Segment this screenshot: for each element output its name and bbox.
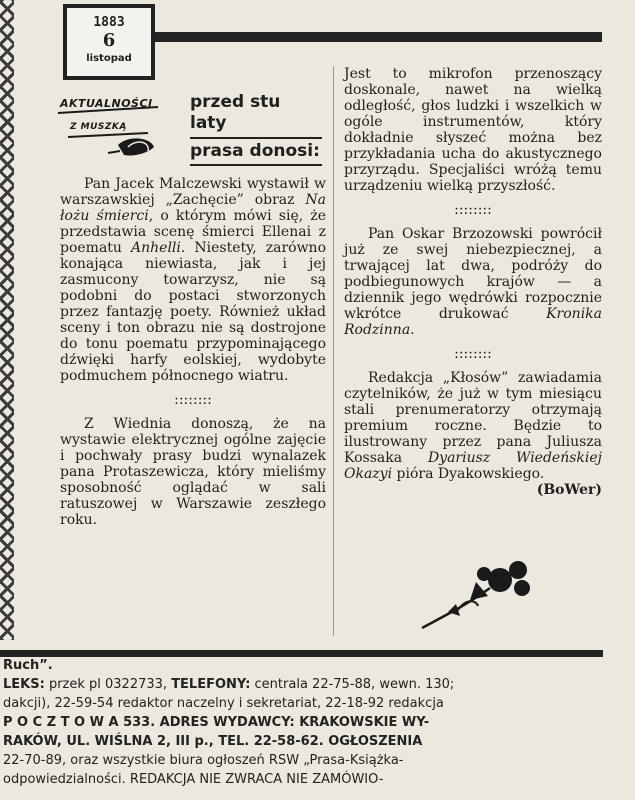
article-brzozowski: Pan Oskar Brzozowski powrócił już ze swej niebezpiecznej, a trwającej lat dwa, podróży do podbiegunowych krajów — a dziennik jego wędrówki rozpocznie wkrótce drukować Kronika Rodzinna.	[344, 226, 602, 338]
header-divider	[190, 137, 322, 139]
footer-line: P O C Z T O W A 533. ADRES WYDAWCY: KRAKOWSKIE WY-	[3, 715, 430, 730]
footer-line: LEKS: przek pl 0322733, TELEFONY: centrala 22-75-88, wewn. 130;	[3, 677, 455, 692]
date-year: 1883	[93, 15, 125, 30]
header-line-1: przed stu laty	[190, 92, 281, 134]
footer-line: RAKÓW, UL. WIŚLNA 2, III p., TEL. 22-58-62. OGŁOSZENIA	[3, 734, 423, 749]
author-signature: (BoWer)	[536, 482, 602, 498]
header-line-2: prasa donosi:	[190, 140, 320, 161]
article-wieden: Z Wiednia donoszą, że na wystawie elektrycznej ogólne zajęcie i pochwały prasy budzi wynalazek pana Protaszewicza, który mieliśmy sposobność oglądać w sali ratuszowej w Warszawie zeszłego roku.	[60, 416, 326, 528]
date-month: listopad	[86, 53, 132, 64]
article-mikrofon: Jest to mikrofon przenoszący doskonale, nawet na wielką odległość, głos ludzki i wszelkich w ogóle instrumentów, który dokładnie słyszeć można bez przykładania ucha do akustycznego przyrządu. Specjaliści wróżą temu urządzeniu wielką przyszłość.	[344, 66, 602, 194]
column-logo	[58, 95, 163, 167]
left-column	[60, 176, 326, 528]
separator: ::::::::	[454, 202, 492, 218]
separator: ::::::::	[454, 346, 492, 362]
header-divider	[190, 164, 322, 166]
footer-line: dakcji), 22-59-54 redaktor naczelny i sekretariat, 22-18-92 redakcja	[3, 696, 444, 711]
article-klosy: Redakcja „Kłosów” zawiadamia czytelników, że już w tym miesiącu stali prenumeratorzy otrzymają premium roczne. Będzie to ilustrowany przez pana Juliusza Kossaka Dyariusz Wiedeńskiej Okazyi pióra Dyakowskiego.	[344, 370, 602, 482]
right-column	[344, 66, 602, 498]
footer-line: odpowiedzialności. REDAKCJA NIE ZWRACA NIE ZAMÓWIO-	[3, 772, 384, 787]
decorative-border	[0, 0, 14, 640]
flower-ornament-icon	[418, 552, 540, 632]
date-box	[63, 4, 155, 80]
imprint-footer	[0, 656, 635, 789]
top-rule	[150, 32, 602, 42]
footer-line: 22-70-89, oraz wszystkie biura ogłoszeń RSW „Prasa-Książka-	[3, 753, 404, 768]
date-day: 6	[102, 30, 116, 51]
logo-text-1: AKTUALNOŚCI	[60, 97, 153, 110]
separator: ::::::::	[174, 392, 212, 408]
logo-text-2: Z MUSZKĄ	[70, 122, 127, 132]
column-divider	[333, 66, 334, 636]
article-malczewski: Pan Jacek Malczewski wystawił w warszawskiej „Zachęcie” obraz Na łożu śmierci, o którym mówi się, że przedstawia scenę śmierci Ellenai z poematu Anhelli. Niestety, zarówno konająca niewiasta, jak i jej zasmucony towarzysz, nie są podobni do postaci stworzonych przez fantazję poety. Również układ sceny i ton obrazu nie są dostrojone do tonu poematu przypominającego dźwięki harfy eolskiej, wydobyte podmuchem północnego wiatru.	[60, 176, 326, 384]
footer-line: Ruch”.	[3, 658, 53, 673]
column-header	[190, 92, 322, 168]
